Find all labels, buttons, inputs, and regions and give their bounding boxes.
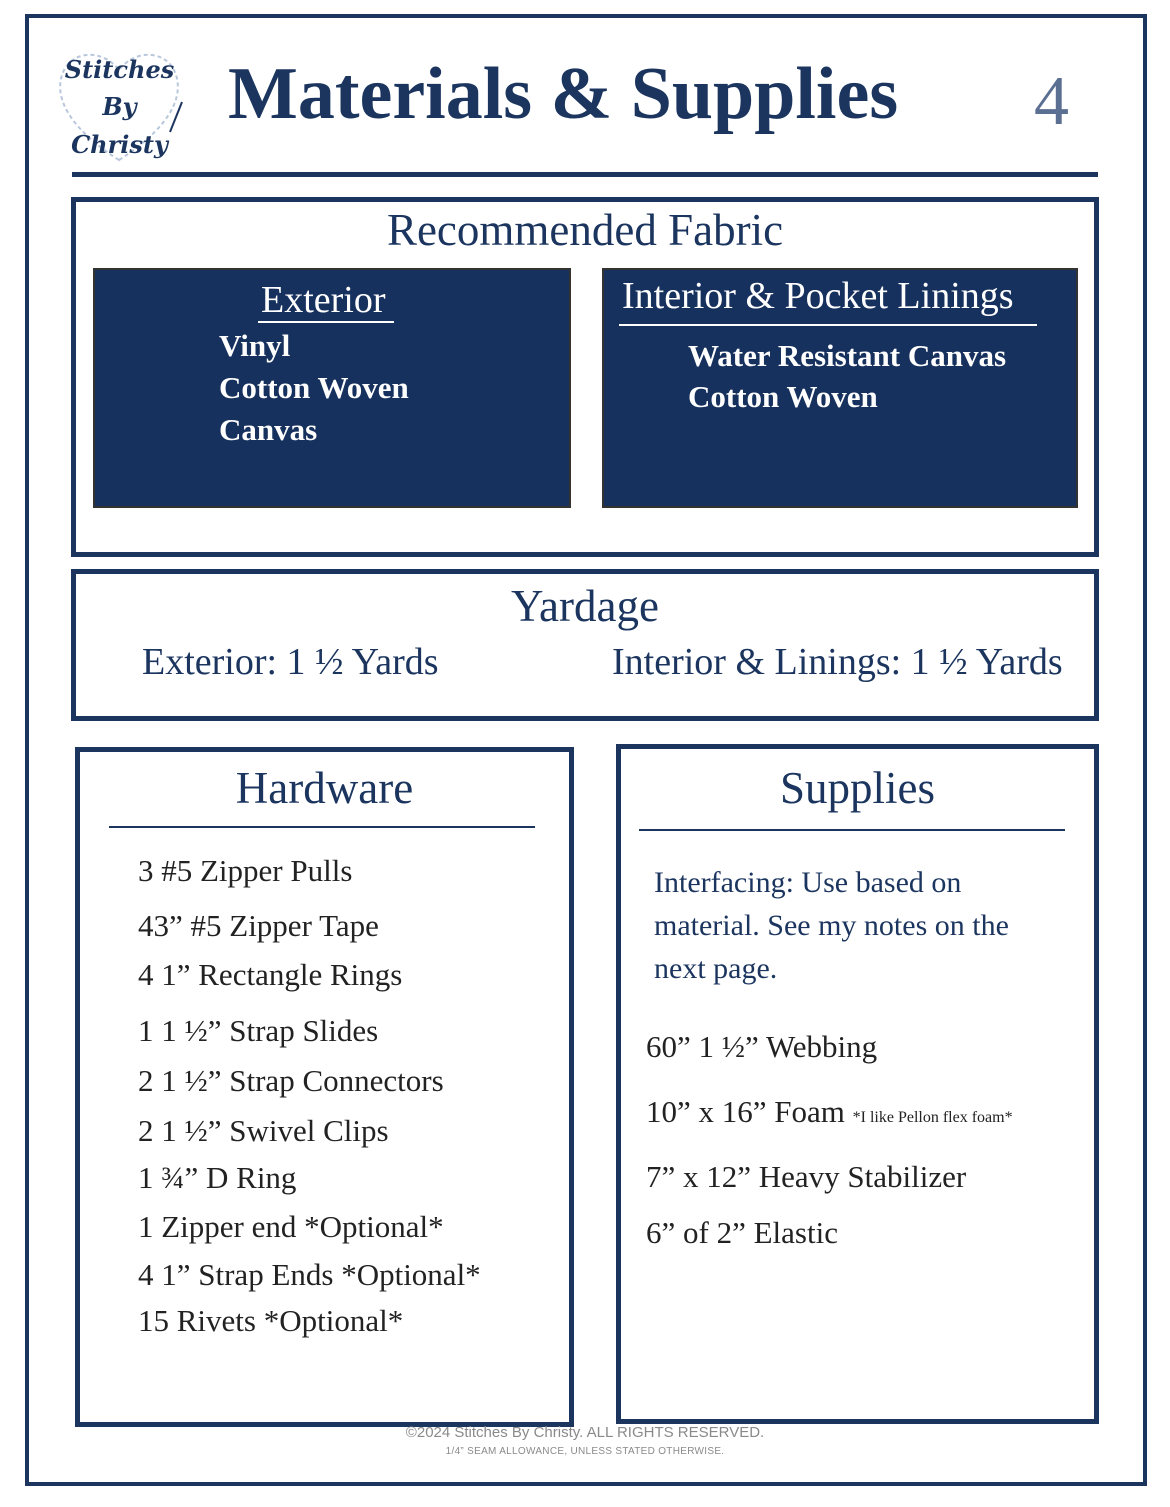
exterior-item-vinyl: Vinyl	[219, 328, 291, 363]
recommended-fabric-section	[71, 197, 1099, 557]
hardware-item: 2 1 ½” Swivel Clips	[138, 1113, 389, 1148]
title-divider	[72, 172, 1098, 177]
supplies-item	[646, 1094, 1013, 1130]
copyright-footer: ©2024 Stitches By Christy. ALL RIGHTS RESERVED.	[405, 1424, 765, 1441]
hardware-title: Hardware	[235, 763, 414, 813]
interior-heading: Interior & Pocket Linings	[622, 275, 1014, 317]
supplies-section	[616, 744, 1099, 1424]
hardware-title-underline	[109, 826, 535, 828]
supplies-title-underline	[639, 829, 1065, 831]
exterior-item-cotton-woven: Cotton Woven	[219, 370, 409, 405]
interfacing-note: Interfacing: Use based on material. See my notes on the next page.	[654, 866, 1009, 985]
supplies-item-label: 10” x 16” Foam	[646, 1094, 845, 1129]
hardware-item: 4 1” Strap Ends *Optional*	[138, 1257, 481, 1292]
hardware-item: 15 Rivets *Optional*	[138, 1303, 404, 1338]
foam-note: *I like Pellon flex foam*	[852, 1109, 1013, 1126]
hardware-section	[75, 747, 574, 1427]
exterior-panel	[93, 268, 571, 508]
supplies-item: 7” x 12” Heavy Stabilizer	[646, 1159, 967, 1194]
interior-item-cotton-woven: Cotton Woven	[688, 379, 878, 414]
hardware-item: 3 #5 Zipper Pulls	[138, 853, 353, 888]
yardage-title: Yardage	[511, 581, 659, 631]
yardage-section	[71, 569, 1099, 721]
hardware-item: 43” #5 Zipper Tape	[138, 908, 379, 943]
logo-line-3: Christy	[71, 130, 168, 159]
hardware-item: 1 1 ½” Strap Slides	[138, 1013, 379, 1048]
exterior-heading: Exterior	[261, 279, 386, 321]
exterior-item-canvas: Canvas	[219, 412, 318, 447]
yardage-interior: Interior & Linings: 1 ½ Yards	[612, 641, 1063, 683]
seam-allowance-note: 1/4” SEAM ALLOWANCE, UNLESS STATED OTHERWISE.	[445, 1446, 725, 1457]
logo-line-1: Stitches	[64, 55, 175, 84]
logo-line-2: By	[102, 92, 137, 121]
hardware-item: 4 1” Rectangle Rings	[138, 957, 403, 992]
hardware-item: 2 1 ½” Strap Connectors	[138, 1063, 444, 1098]
supplies-item: 60” 1 ½” Webbing	[646, 1029, 878, 1064]
interior-item-water-resistant-canvas: Water Resistant Canvas	[688, 338, 1007, 373]
interior-heading-underline	[619, 324, 1037, 326]
page-number: 4	[1034, 63, 1069, 140]
hardware-item: 1 Zipper end *Optional*	[138, 1209, 444, 1244]
yardage-exterior: Exterior: 1 ½ Yards	[142, 641, 439, 683]
hardware-item: 1 ¾” D Ring	[138, 1160, 297, 1195]
brand-logo	[52, 40, 187, 170]
page-title: Materials & Supplies	[228, 53, 899, 135]
supplies-item: 6” of 2” Elastic	[646, 1215, 838, 1250]
supplies-title: Supplies	[779, 763, 936, 813]
exterior-heading-underline	[258, 321, 394, 323]
interior-panel	[602, 268, 1078, 508]
recommended-fabric-title: Recommended Fabric	[386, 205, 784, 255]
